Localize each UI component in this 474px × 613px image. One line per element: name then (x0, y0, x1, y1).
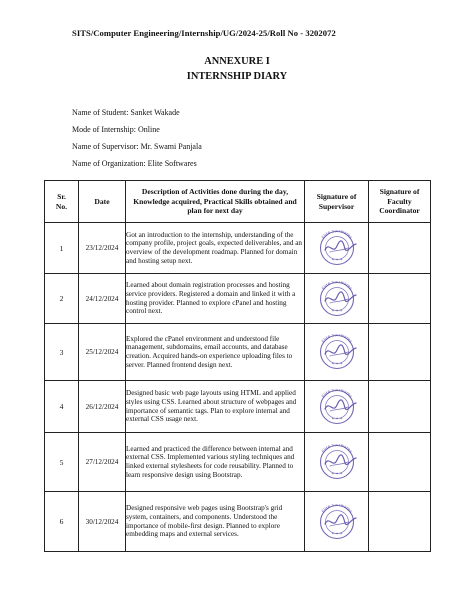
row-date: 26/12/2024 (79, 381, 126, 433)
company-stamp-icon (312, 504, 362, 540)
svg-text:Elite Softwares: Elite Softwares (319, 503, 354, 514)
supervisor-name: Name of Supervisor: Mr. Swami Panjala (72, 142, 202, 151)
row-sr-number: 2 (45, 274, 79, 324)
table-row (45, 433, 431, 492)
column-header-sr: Sr. No. (45, 181, 79, 223)
coordinator-signature-cell (369, 492, 431, 552)
supervisor-signature-cell (305, 381, 369, 433)
table-header-row (45, 181, 431, 223)
table-row (45, 223, 431, 274)
table-row (45, 274, 431, 324)
row-description: Explored the cPanel environment and understood file management, subdomains, email accounts, and database creation. Acquired hands-on experience uploading files to server. Planned frontend design next. (126, 324, 305, 381)
row-date: 30/12/2024 (79, 492, 126, 552)
row-sr-number: 3 (45, 324, 79, 381)
coordinator-signature-cell (369, 223, 431, 274)
svg-text:Elite Softwares: Elite Softwares (319, 280, 354, 291)
row-description: Designed basic web page layouts using HTML and applied styles using CSS. Learned about structure of webpages and importance of semantic tags. Plan to explore internal and external CSS usage next. (126, 381, 305, 433)
row-description: Got an introduction to the internship, understanding of the company profile, project goals, expected deliverables, and an overview of the development roadmap. Planned for domain and hosting setup next. (126, 223, 305, 274)
coordinator-signature-cell (369, 274, 431, 324)
supervisor-signature-cell (305, 433, 369, 492)
diary-title: INTERNSHIP DIARY (186, 71, 288, 82)
company-stamp-icon (312, 389, 362, 425)
column-header-supervisor-signature: Signature of Supervisor (305, 181, 369, 223)
company-stamp-icon (312, 444, 362, 480)
svg-text:★ ★ ★: ★ ★ ★ (330, 531, 343, 535)
row-description: Learned and practiced the difference between internal and external CSS. Implemented various styling techniques and linked external stylesheets for code reusability. Planned to learn responsive design using Bootstrap. (126, 433, 305, 492)
column-header-coordinator-signature: Signature of Faculty Coordinator (369, 181, 431, 223)
student-details (72, 104, 202, 172)
coordinator-signature-cell (369, 324, 431, 381)
row-date: 25/12/2024 (79, 324, 126, 381)
svg-text:Elite Softwares: Elite Softwares (319, 388, 354, 399)
company-stamp-icon (312, 281, 362, 317)
coordinator-signature-cell (369, 433, 431, 492)
organization-name: Name of Organization: Elite Softwares (72, 159, 197, 168)
svg-text:★ ★ ★: ★ ★ ★ (330, 308, 343, 312)
annexure-title: ANNEXURE I (204, 56, 270, 67)
coordinator-signature-cell (369, 381, 431, 433)
student-name: Name of Student: Sanket Wakade (72, 108, 180, 117)
row-date: 27/12/2024 (79, 433, 126, 492)
company-stamp-icon (312, 334, 362, 370)
supervisor-signature-cell (305, 223, 369, 274)
row-date: 24/12/2024 (79, 274, 126, 324)
row-sr-number: 6 (45, 492, 79, 552)
svg-text:★ ★ ★: ★ ★ ★ (330, 416, 343, 420)
svg-text:★ ★ ★: ★ ★ ★ (330, 471, 343, 476)
table-row (45, 492, 431, 552)
company-stamp-icon (312, 230, 362, 266)
internship-diary-table (44, 180, 431, 552)
supervisor-signature-cell (305, 274, 369, 324)
document-reference: SITS/Computer Engineering/Internship/UG/2024-25/Roll No - 3202072 (72, 28, 336, 38)
row-description: Designed responsive web pages using Bootstrap's grid system, containers, and components. Understood the importance of mobile-first design. Planned to explore embedding maps and external services. (126, 492, 305, 552)
svg-text:★ ★ ★: ★ ★ ★ (330, 361, 343, 366)
svg-text:Elite Softwares: Elite Softwares (319, 334, 354, 344)
supervisor-signature-cell (305, 324, 369, 381)
table-row (45, 381, 431, 433)
internship-mode: Mode of Internship: Online (72, 125, 160, 134)
row-sr-number: 5 (45, 433, 79, 492)
row-sr-number: 4 (45, 381, 79, 433)
svg-text:Elite Softwares: Elite Softwares (319, 230, 354, 240)
column-header-date: Date (79, 181, 126, 223)
svg-text:Elite Softwares: Elite Softwares (319, 444, 354, 454)
row-description: Learned about domain registration processes and hosting service providers. Registered a domain and linked it with a hosting provider. Planned to explore cPanel and hosting control next. (126, 274, 305, 324)
row-date: 23/12/2024 (79, 223, 126, 274)
svg-text:★ ★ ★: ★ ★ ★ (330, 257, 343, 262)
supervisor-signature-cell (305, 492, 369, 552)
row-sr-number: 1 (45, 223, 79, 274)
table-row (45, 324, 431, 381)
column-header-description: Description of Activities done during the day, Knowledge acquired, Practical Skills obtained and plan for next day (126, 181, 305, 223)
